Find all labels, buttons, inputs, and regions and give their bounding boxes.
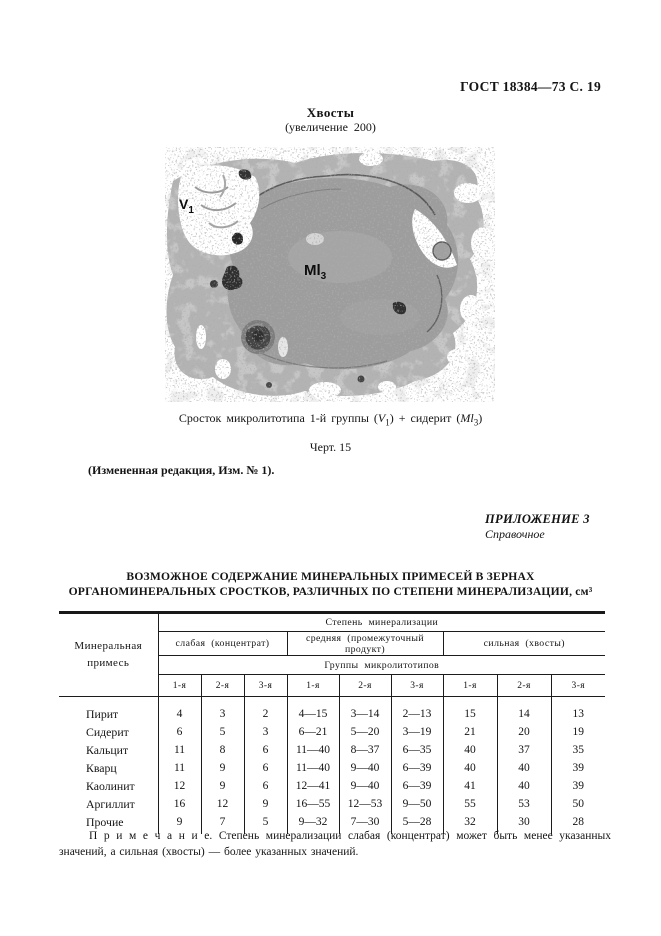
table-cell: 6—39: [391, 777, 443, 795]
table-cell: 19: [551, 723, 605, 741]
group-header-weak: слабая (концентрат): [158, 632, 287, 656]
revision-note: (Измененная редакция, Изм. № 1).: [88, 463, 275, 477]
table-cell: 39: [551, 759, 605, 777]
table-cell: 20: [497, 723, 551, 741]
subcol-header: 2-я: [497, 675, 551, 697]
table-cell: 9: [201, 777, 244, 795]
table-cell: 9—50: [391, 795, 443, 813]
table-cell: 32: [443, 813, 497, 834]
table-cell: 13: [551, 697, 605, 724]
table-cell: 12: [201, 795, 244, 813]
footnote: П р и м е ч а н и е. Степень минерализации слабая (концентрат) может быть менее указанных значений, а сильная (хвосты) — более указанных значений.: [59, 830, 611, 859]
subcol-header: 3-я: [551, 675, 605, 697]
table-cell: 9: [201, 759, 244, 777]
table-cell: 12—41: [287, 777, 339, 795]
table-cell: 3—14: [339, 697, 391, 724]
table-cell: 6—39: [391, 759, 443, 777]
table-cell: 8—37: [339, 741, 391, 759]
figure-title: Хвосты: [306, 105, 355, 120]
subcol-header: 1-я: [443, 675, 497, 697]
table-cell: 6: [244, 777, 287, 795]
table-row: [59, 723, 605, 741]
table-cell: 7—30: [339, 813, 391, 834]
table-cell: 6: [244, 741, 287, 759]
column-header-mineral: Минеральная примесь: [59, 613, 158, 697]
subcol-header: 1-я: [287, 675, 339, 697]
table-cell: 6: [158, 723, 201, 741]
group-header-strong: сильная (хвосты): [443, 632, 605, 656]
table-cell: 14: [497, 697, 551, 724]
header-mineralization-degree: Степень минерализации: [158, 613, 605, 632]
table-cell: 6: [244, 759, 287, 777]
table-cell: 9—40: [339, 759, 391, 777]
table-cell: 8: [201, 741, 244, 759]
subcol-header: 2-я: [339, 675, 391, 697]
table-cell: 39: [551, 777, 605, 795]
table-cell: 9: [158, 813, 201, 834]
photo-label-v1: $V_1$: [179, 196, 194, 216]
table-cell: 2: [244, 697, 287, 724]
table-title-line2: ОРГАНОМИНЕРАЛЬНЫХ СРОСТКОВ, РАЗЛИЧНЫХ ПО СТЕПЕНИ МИНЕРАЛИЗАЦИИ, см³: [68, 585, 593, 599]
table-cell: 16—55: [287, 795, 339, 813]
mineral-name: Каолинит: [86, 778, 135, 793]
page-header: ГОСТ 18384—73 С. 19: [460, 79, 601, 94]
photo-label-ml3: $Ml_3$: [304, 262, 327, 282]
table-cell: 40: [443, 741, 497, 759]
table-title: [40, 569, 621, 599]
table-row: [59, 759, 605, 777]
table-cell: 3: [201, 697, 244, 724]
micrograph-figure: [165, 147, 495, 402]
photo-label-v1-sub: 1: [188, 204, 194, 216]
table-row: [59, 777, 605, 795]
table-cell: 5: [244, 813, 287, 834]
mineral-name: Пирит: [86, 706, 119, 721]
mineral-name: Кварц: [86, 760, 117, 775]
table-cell: 9—40: [339, 777, 391, 795]
table-cell: 37: [497, 741, 551, 759]
table-cell: 41: [443, 777, 497, 795]
appendix-block: [485, 512, 590, 541]
table-cell: 12: [158, 777, 201, 795]
mineral-name: Аргиллит: [86, 796, 135, 811]
table-cell: 12—53: [339, 795, 391, 813]
table-cell: 30: [497, 813, 551, 834]
figure-number: Черт. 15: [309, 440, 352, 454]
table-cell: 21: [443, 723, 497, 741]
table-cell: 53: [497, 795, 551, 813]
table-cell: 9: [244, 795, 287, 813]
table-cell: 28: [551, 813, 605, 834]
figure-magnification: (увеличение 200): [285, 120, 376, 134]
table-cell: 15: [443, 697, 497, 724]
header-microlithotype-groups: Группы микролитотипов: [158, 656, 605, 675]
mineral-impurity-table: [59, 611, 605, 834]
table-cell: 40: [497, 777, 551, 795]
appendix-subtitle: Справочное: [485, 527, 545, 541]
table-cell: 5—28: [391, 813, 443, 834]
table-row: [59, 741, 605, 759]
table-cell: 50: [551, 795, 605, 813]
subcol-header: 1-я: [158, 675, 201, 697]
group-header-medium: средняя (промежуточный продукт): [287, 632, 443, 656]
micrograph-image: [165, 147, 495, 402]
table-cell: 9—32: [287, 813, 339, 834]
subcol-header: 2-я: [201, 675, 244, 697]
table-row: [59, 795, 605, 813]
mineral-name: Сидерит: [86, 724, 129, 739]
photo-label-ml3-sub: 3: [320, 271, 327, 282]
table-cell: 3: [244, 723, 287, 741]
table-cell: 11—40: [287, 759, 339, 777]
table-cell: 40: [443, 759, 497, 777]
table-row: [59, 697, 605, 724]
subcol-header: 3-я: [244, 675, 287, 697]
table-cell: 11—40: [287, 741, 339, 759]
figure-caption: Сросток микролитотипа 1-й группы $(V_1)$ + сидерит $(Ml_3)$: [178, 411, 483, 428]
table-cell: 16: [158, 795, 201, 813]
mineral-name: Прочие: [86, 814, 124, 829]
table-cell: 6—21: [287, 723, 339, 741]
table-title-line1: ВОЗМОЖНОЕ СОДЕРЖАНИЕ МИНЕРАЛЬНЫХ ПРИМЕСЕЙ В ЗЕРНАХ: [126, 570, 535, 583]
mineral-name: Кальцит: [86, 742, 129, 757]
table-cell: 7: [201, 813, 244, 834]
table-cell: 3—19: [391, 723, 443, 741]
table-cell: 11: [158, 759, 201, 777]
table-cell: 11: [158, 741, 201, 759]
table-cell: 55: [443, 795, 497, 813]
table-cell: 4—15: [287, 697, 339, 724]
subcol-header: 3-я: [391, 675, 443, 697]
table-cell: 6—35: [391, 741, 443, 759]
table-cell: 40: [497, 759, 551, 777]
appendix-title: ПРИЛОЖЕНИЕ 3: [485, 512, 590, 526]
table-cell: 35: [551, 741, 605, 759]
table-cell: 5: [201, 723, 244, 741]
table-cell: 5—20: [339, 723, 391, 741]
table-cell: 4: [158, 697, 201, 724]
table-cell: 2—13: [391, 697, 443, 724]
